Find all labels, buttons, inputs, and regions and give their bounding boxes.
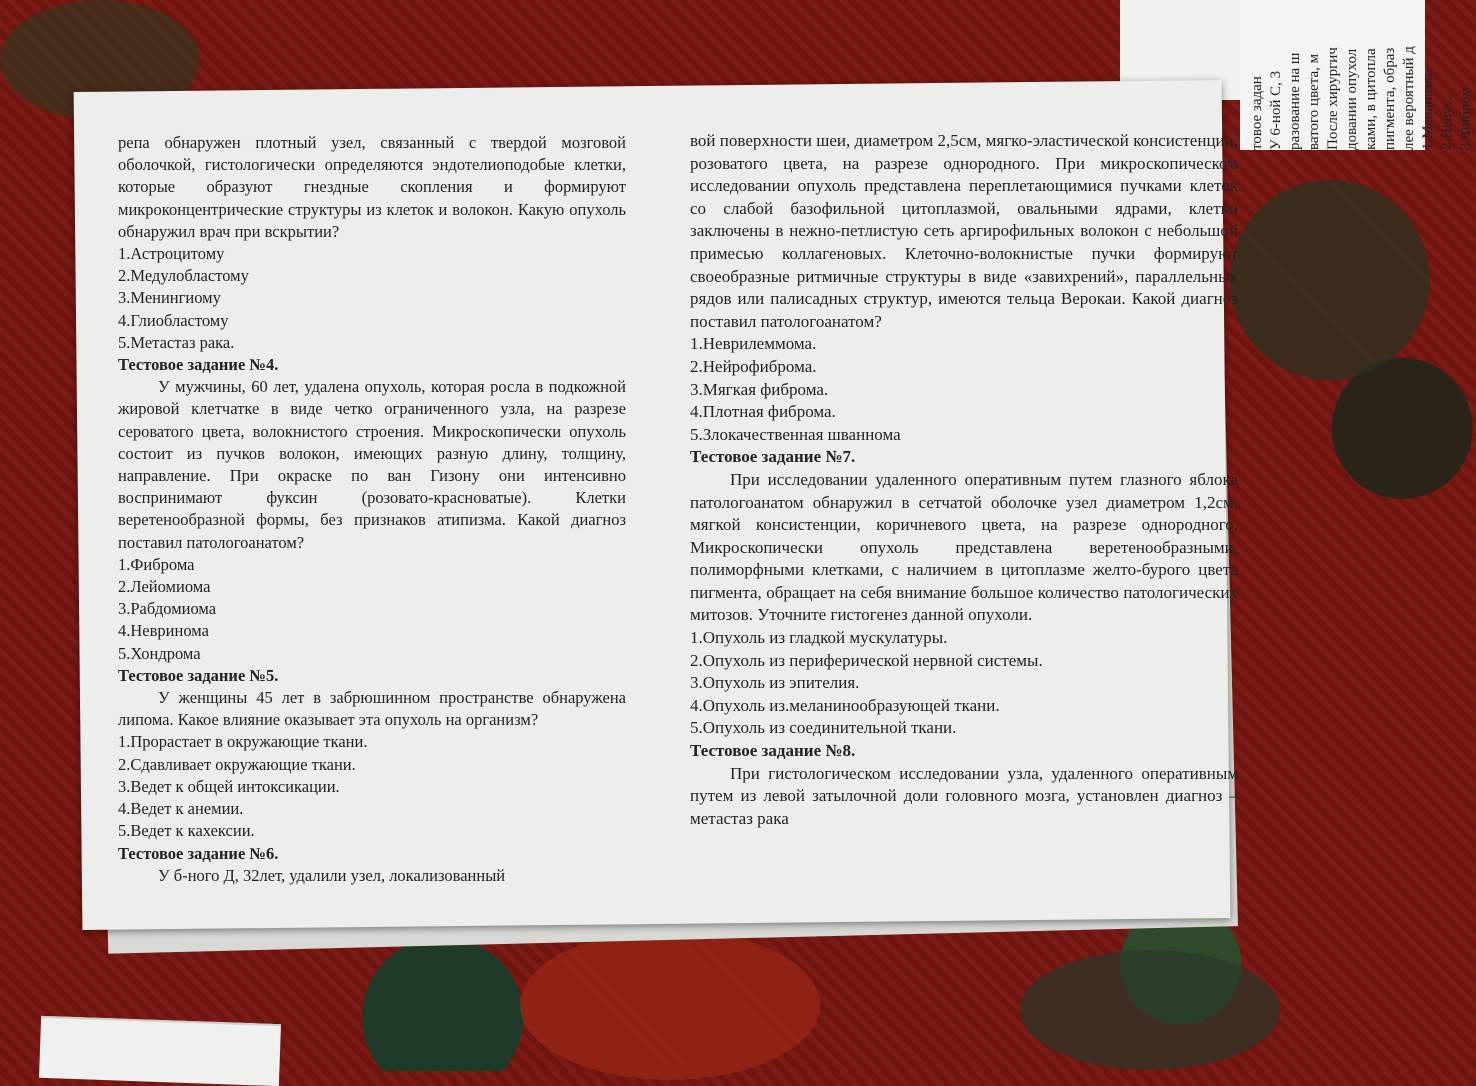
question-8-text: При гистологическом исследовании узла, удаленного оперативным путем из левой затылочной доли головного мозга, установлен диагноз – метастаз рака xyxy=(690,763,1238,828)
option: 2.Медулобластому xyxy=(118,266,249,286)
left-column xyxy=(118,132,626,887)
question-6-title: Тестовое задание №6. xyxy=(118,843,279,863)
option: 4.Невринома xyxy=(118,621,209,641)
side-line: 2.Невус. xyxy=(1439,96,1455,150)
question-4-text: У мужчины, 60 лет, удалена опухоль, которая росла в подкожной жировой клетчатке в виде четко ограниченного узла, на разрезе сероватого цвета, волокнистого строения. Микроскопически опухоль состоит из пучков волокон, имеющих разную длину, толщину, направление. При окраске по ван Гизону они интенсивно воспринимают фуксин (розовато-красноватые). Клетки веретенообразной формы, без признаков атипизма. Какой диагноз поставил патологоанатом? xyxy=(118,377,626,552)
side-line: довании опухол xyxy=(1344,48,1360,150)
option: 3.Ведет к общей интоксикации. xyxy=(118,776,340,796)
question-4-title: Тестовое задание №4. xyxy=(118,355,279,375)
paper-stack-bottom xyxy=(39,1016,281,1086)
option: 5.Злокачественная шваннома xyxy=(690,424,901,444)
option: 4.Плотная фиброма. xyxy=(690,402,836,422)
question-7-title: Тестовое задание №7. xyxy=(690,447,856,467)
question-8-title: Тестовое задание №8. xyxy=(690,741,856,761)
side-line: У 6-ной С, 3 xyxy=(1268,70,1284,150)
side-sheet-text xyxy=(1248,0,1474,150)
option: 3.Мягкая фиброма. xyxy=(690,379,829,399)
option: 1.Прорастает в окружающие ткани. xyxy=(118,732,368,752)
option: 5.Метастаз рака. xyxy=(118,332,235,352)
side-line: ками, в цитопла xyxy=(1363,48,1379,150)
option: 4.Ведет к анемии. xyxy=(118,799,244,819)
option: 2.Опухоль из периферической нервной системы. xyxy=(690,650,1043,670)
side-line: После хирургич xyxy=(1325,47,1341,150)
question-7-text: При исследовании удаленного оперативным путем глазного яблока патологоанатом обнаружил в сетчатой оболочке узел диаметром 1,2см, мягкой консистенции, коричневого цвета, на разрезе однородного. Микроскопически опухоль представлена веретенообразными, полиморфными клетками, с наличием в цитоплазме желто-бурого цвета пигмента, обращает на себя внимание большое количество патологических митозов. Уточните гистогенез данной опухоли. xyxy=(690,469,1238,625)
option: 5.Опухоль из соединительной ткани. xyxy=(690,718,957,738)
option: 3.Рабдомиома xyxy=(118,599,217,619)
side-line: товое задан xyxy=(1249,76,1265,150)
question-5-title: Тестовое задание №5. xyxy=(118,665,279,685)
carpet-ornament xyxy=(1020,950,1280,1070)
side-line: 3.Фибром xyxy=(1458,87,1474,150)
option: 5.Ведет к кахексии. xyxy=(118,821,255,841)
option-circled: 3.Менингиому xyxy=(118,288,221,308)
carpet-ornament xyxy=(1230,180,1430,380)
side-line: лее вероятный д xyxy=(1401,46,1417,150)
option-circled: 1.Неврилеммома. xyxy=(690,334,817,354)
question-3-text: репа обнаружен плотный узел, связанный с твердой мозговой оболочкой, гистологически определяются эндотелиоподобые клетки, которые образуют гнездные скопления и формируют микроконцентрические структуры из клеток и волокон. Какую опухоль обнаружил врач при вскрытии? xyxy=(118,133,626,241)
question-5-text: У женщины 45 лет в забрюшинном пространстве обнаружена липома. Какое влияние оказывает эта опухоль на организм? xyxy=(118,688,626,730)
side-line: пигмента, образ xyxy=(1382,47,1398,150)
side-line: 1.Меланома. xyxy=(1420,69,1436,150)
option: 3.Опухоль из эпителия. xyxy=(690,673,860,693)
side-line: ватого цвета, м xyxy=(1306,53,1322,150)
question-6-text: У б-ного Д, 32лет, удалили узел, локализованный xyxy=(158,865,506,885)
option: 1.Опухоль из гладкой мускулатуры. xyxy=(690,628,948,648)
carpet-ornament xyxy=(520,930,820,1080)
option-circled: 1.Фиброма xyxy=(118,554,195,574)
option: 2.Нейрофиброма. xyxy=(690,356,817,376)
option: 5.Хондрома xyxy=(118,643,201,663)
option: 2.Лейомиома xyxy=(118,577,211,597)
option: 1.Астроцитому xyxy=(118,244,225,264)
side-line: разование на ш xyxy=(1287,52,1303,150)
right-column xyxy=(690,130,1238,830)
option-circled: 4.Опухоль из.меланинообразующей ткани. xyxy=(690,695,1000,715)
option: 4.Глиобластому xyxy=(118,310,229,330)
option-circled: 2.Сдавливает окружающие ткани. xyxy=(118,754,356,774)
question-6-continued: вой поверхности шеи, диаметром 2,5см, мягко-эластической консистенции, розоватого цвета, на разрезе однородного. При микроскопическом исследовании опухоль представлена переплетающимися пучками клеток со слабой базофильной цитоплазмой, овальными ядрами, клетки заключены в нежно-петлистую сеть аргирофильных волокон с небольшой примесью коллагеновых. Клеточно-волокнистые пучки формируют своеобразные ритмичные структуры в виде «завихрений», параллельных рядов или палисадных структур, имеются тельца Верокаи. Какой диагноз поставил патологоанатом? xyxy=(690,131,1238,331)
